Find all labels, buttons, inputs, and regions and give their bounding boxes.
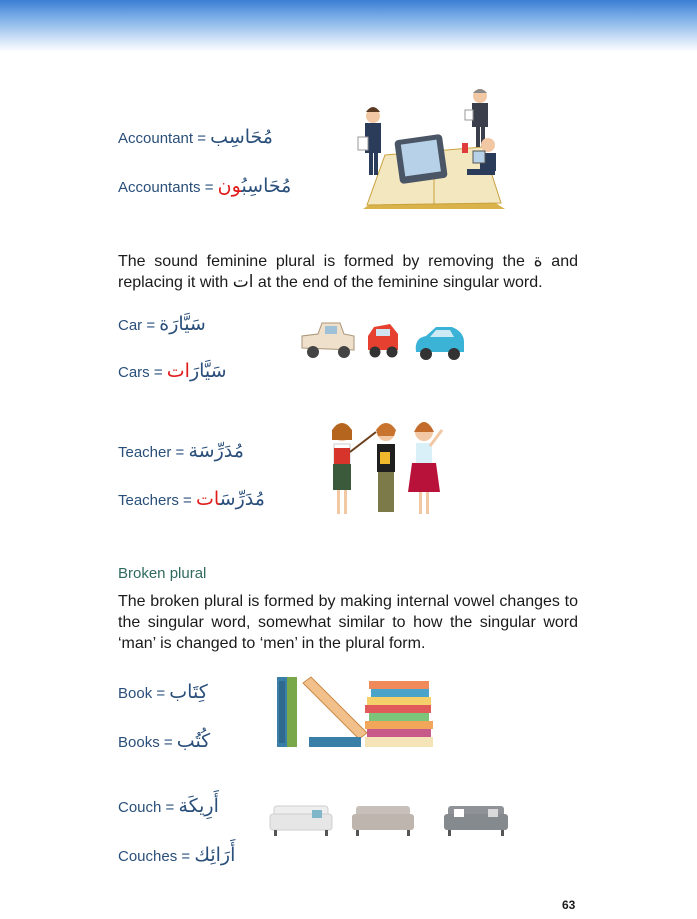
accountant-row: [118, 126, 273, 148]
arabic-base: مُدَرِّسَ: [219, 488, 265, 510]
paragraph-text: The sound feminine plural is formed by removing the: [118, 253, 525, 270]
teachers-row: [118, 488, 265, 510]
plural-suffix: ات: [195, 488, 220, 510]
car-row: [118, 313, 206, 335]
english-word: Couches =: [118, 848, 191, 865]
arabic-word: أَرِيكَة: [178, 795, 219, 817]
plural-suffix: ات: [166, 360, 190, 382]
english-word: Teachers =: [118, 492, 192, 509]
arabic-word: كِتَاب: [169, 681, 208, 703]
arabic-word: مُحَاسِب: [210, 126, 273, 148]
ta-marbuta-letter: ة: [533, 251, 543, 271]
english-word: Car =: [118, 317, 156, 334]
arabic-word: [167, 360, 227, 382]
teachers-illustration: [320, 418, 450, 518]
paragraph-text: at the end of the feminine singular word.: [257, 274, 543, 291]
arabic-base: سَيَّارَ: [189, 360, 227, 382]
plural-suffix: ون: [217, 175, 242, 197]
couches-row: [118, 844, 235, 866]
teacher-row: [118, 440, 244, 462]
arabic-word: أَرَائِك: [194, 844, 236, 866]
english-word: Teacher =: [118, 444, 185, 461]
arabic-word: سَيَّارَة: [159, 313, 206, 335]
feminine-suffix: ات: [232, 272, 254, 292]
book-row: [118, 681, 208, 703]
cars-illustration: [300, 318, 470, 368]
couch-row: [118, 795, 219, 817]
arabic-word: [218, 175, 292, 197]
books-row: [118, 730, 210, 752]
broken-plural-heading: Broken plural: [118, 565, 207, 582]
arabic-word: مُدَرِّسَة: [188, 440, 244, 462]
arabic-word: كُتُب: [176, 730, 211, 752]
english-word: Book =: [118, 685, 166, 702]
english-word: Accountants =: [118, 179, 214, 196]
arabic-base: مُحَاسِبُ: [241, 175, 292, 197]
english-word: Cars =: [118, 364, 163, 381]
top-header-band: [0, 0, 697, 52]
broken-plural-paragraph: The broken plural is formed by making internal vowel changes to the singular word, somewhat similar to how the singular word ‘man’ is changed to ‘men’ in the plural form.: [118, 593, 578, 652]
feminine-plural-paragraph: [118, 251, 578, 293]
books-illustration: [275, 675, 440, 750]
couches-illustration: [268, 800, 513, 840]
page-number: 63: [562, 898, 576, 912]
accountants-illustration: [355, 85, 515, 215]
cars-row: [118, 360, 227, 382]
paragraph-text: and replacing it with: [118, 253, 578, 291]
english-word: Couch =: [118, 799, 175, 816]
english-word: Accountant =: [118, 130, 206, 147]
english-word: Books =: [118, 734, 173, 751]
accountants-row: [118, 175, 291, 197]
arabic-word: [196, 488, 265, 510]
